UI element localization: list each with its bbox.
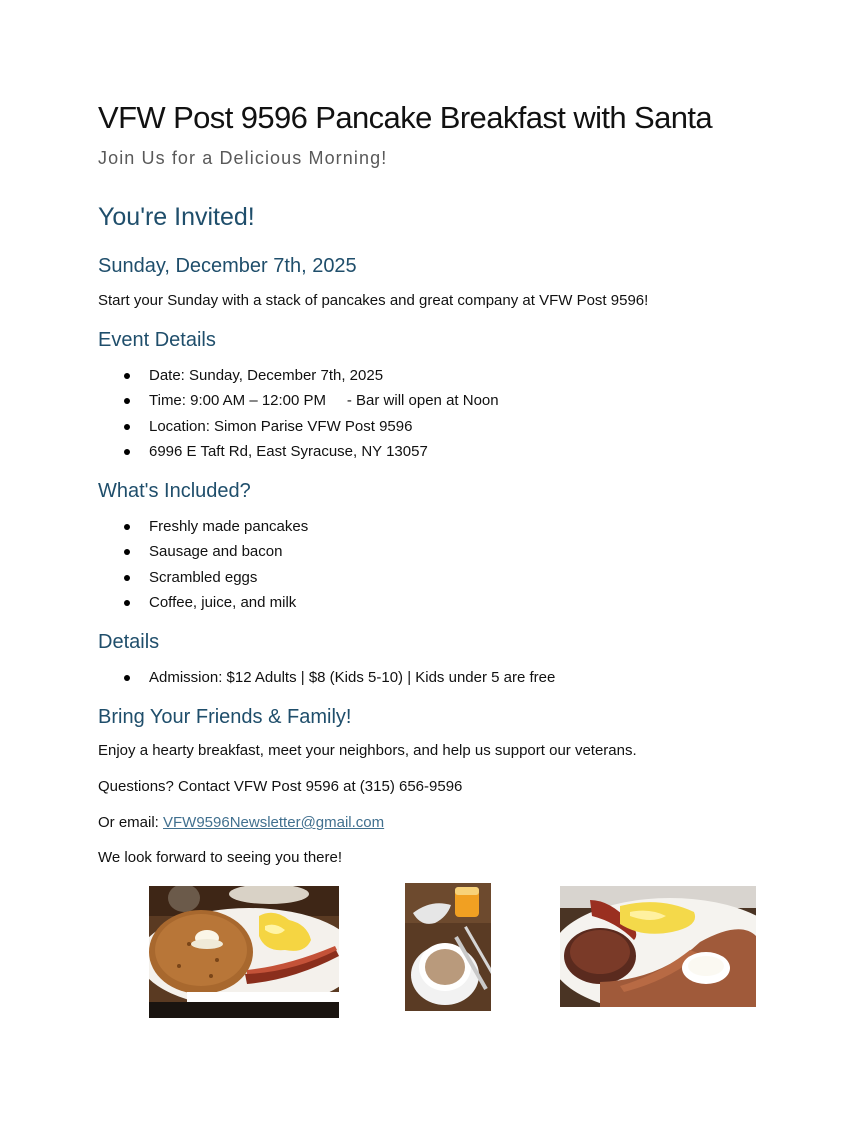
details-list — [98, 665, 555, 690]
sausage-bacon-eggs-photo — [560, 886, 756, 1007]
email-prefix: Or email: — [98, 814, 164, 831]
details-heading: Details — [98, 631, 160, 653]
intro-text: Start your Sunday with a stack of pancakes and great company at VFW Post 9596! — [98, 292, 649, 309]
list-item: Admission: $12 Adults | $8 (Kids 5-10) | Kids under 5 are free — [98, 665, 555, 690]
list-item: 6996 E Taft Rd, East Syracuse, NY 13057 — [98, 439, 499, 464]
friends-text: Enjoy a hearty breakfast, meet your neighbors, and help us support our veterans. — [98, 742, 637, 759]
list-item: Date: Sunday, December 7th, 2025 — [98, 363, 499, 388]
list-item: Freshly made pancakes — [98, 514, 308, 539]
friends-heading: Bring Your Friends & Family! — [98, 706, 352, 728]
event-details-heading: Event Details — [98, 329, 216, 351]
email-line — [98, 814, 384, 831]
coffee-and-juice-image — [405, 883, 491, 1011]
list-item: Sausage and bacon — [98, 539, 308, 564]
page-subtitle: Join Us for a Delicious Morning! — [98, 148, 388, 168]
coffee-and-juice-photo — [405, 883, 491, 1011]
pancake-plate-image — [149, 886, 339, 1018]
list-item: Time: 9:00 AM – 12:00 PM - Bar will open at Noon — [98, 388, 499, 413]
page-title: VFW Post 9596 Pancake Breakfast with Santa — [98, 100, 713, 135]
pancake-plate-photo — [149, 886, 339, 1018]
included-list — [98, 514, 308, 615]
invite-heading: You're Invited! — [98, 203, 255, 231]
event-date-heading: Sunday, December 7th, 2025 — [98, 255, 357, 277]
closing-text: We look forward to seeing you there! — [98, 849, 343, 866]
list-item: Scrambled eggs — [98, 565, 308, 590]
list-item: Location: Simon Parise VFW Post 9596 — [98, 414, 499, 439]
email-link[interactable]: VFW9596Newsletter@gmail.com — [163, 814, 385, 831]
sausage-bacon-eggs-image — [560, 886, 756, 1007]
list-item: Coffee, juice, and milk — [98, 590, 308, 615]
questions-text: Questions? Contact VFW Post 9596 at (315) 656-9596 — [98, 778, 463, 795]
included-heading: What's Included? — [98, 480, 251, 502]
event-details-list — [98, 363, 499, 464]
